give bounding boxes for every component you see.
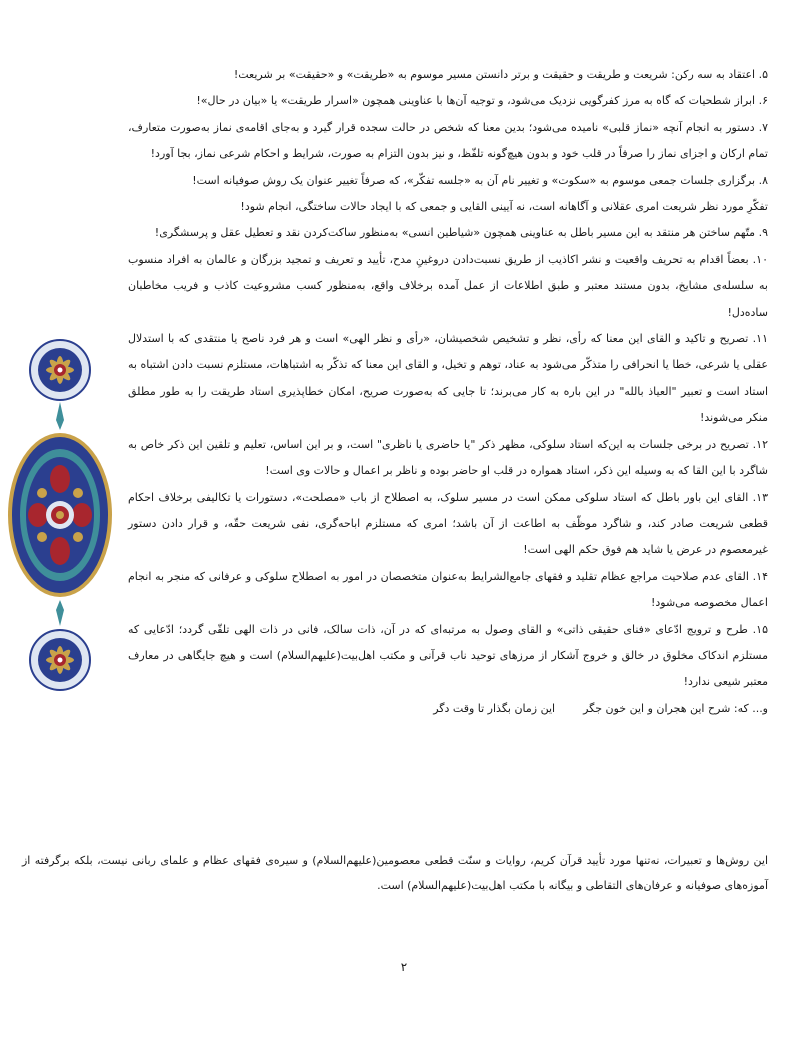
paragraph-item-9: ۹. متّهم ساختن هر منتقد به این مسیر باطل به عناوینی همچون «شیاطین انسی» به‌منظور ساکت‌کردن نقد و تعطیل عقل و پرسشگری! xyxy=(154,226,768,240)
paragraph-item-15: ۱۵. طرح و ترویج ادّعای «فنای حقیقی ذاتی» و القای وصول به مرتبه‌ای که در آن، ذات سالک، فانی در ذات الهی تلقّی گردد؛ ادّعایی که مستلزم اندکاک مخلوق در خالق و خروج آشکار از مرزهای توحید ناب قرآنی و مکتب اهل‌بیت(علیهم‌السلام) است و هیچ جایگاهی در معارف معتبر شیعی ندارد! xyxy=(128,622,768,689)
paragraph-item-11: ۱۱. تصریح و تاکید و القای این معنا که رأی، نظر و تشخیص شخصیشان، «رأی و نظر الهی» است و هر فرد ناصح یا منتقدی که با استدلال عقلی یا شرعی، خطا یا انحرافی را متذکّر می‌شود به عناد، توهم و تخیل، و القای این معنا که تذکّر به اشتباهات، مستلزم نسبت دادن اشتباه به استاد است و تعبیر "العیاذ بالله" در این باره به کار می‌برند؛ تا جایی که به‌صورت صریح، امکان خطاپذیری استاد طریقت را به طور مطلق منکر می‌شوند! xyxy=(128,332,768,425)
poem-couplet xyxy=(128,696,768,722)
closing-paragraph: این روش‌ها و تعبیرات، نه‌تنها مورد تأیید قرآن کریم، روایات و سنّت قطعی معصومین(علیهم‌السلام) و سیره‌ی فقهای عظام و علمای ربانی نیست، بلکه برگرفته از آموزه‌های صوفیانه و عرفان‌های التقاطی و بیگانه با مکتب اهل‌بیت(علیهم‌السلام) است. xyxy=(22,854,768,892)
main-text xyxy=(128,62,768,722)
paragraph-item-12: ۱۲. تصریح در برخی جلسات به این‌که استاد سلوکی، مظهر ذکر "یا حاضری یا ناظری" است، و بر این اساس، تعلیم و تلقین این ذکر خاص به شاگرد با این القا که به وسیله این ذکر، استاد همواره در قلب او حاضر بوده و ناظر بر اعمال و حالات وی است! xyxy=(128,437,768,478)
paragraph-item-8: ۸. برگزاری جلسات جمعی موسوم به «سکوت» و تغییر نام آن به «جلسه تفکّر»، که صرفاً تغییر عنوان یک روش صوفیانه است! xyxy=(192,173,768,187)
poem-first-hemistich: و... که: شرح این هجران و این خون جگر xyxy=(583,701,768,715)
paragraph-item-5: ۵. اعتقاد به سه رکن: شریعت و طریقت و حقیقت و برتر دانستن مسیر موسوم به «طریقت» و «حقیقت» بر شریعت! xyxy=(233,68,768,81)
floral-ornament-icon xyxy=(4,330,116,700)
paragraph-item-10: ۱۰. بعضاً اقدام به تحریف واقعیت و نشر اکاذیب از طریق نسبت‌دادن دروغینِ مدح، تأیید و تعریف و تمجید بزرگان و عالمان به افراد منسوب به سلسله‌ی مشایخ، بدون مستند معتبر و طبق اطلاعات از عمل آمده برخلاف واقع، به‌منظور کسب مشروعیت کاذب و فریب مخاطبان ساده‌دل! xyxy=(128,252,768,319)
paragraph-item-7: ۷. دستور به انجام آنچه «نماز قلبی» نامیده می‌شود؛ بدین معنا که شخص در حالت سجده قرار گیرد و به‌جای اقامه‌ی نماز به‌صورت متعارف، تمام ارکان و اجزای نماز را صرفاً در قلب خود و بدون هیچ‌گونه تلفّظ، و نیز بدون التزام به صورت، شرایط و احکام شرعی نماز، بجا آورد! xyxy=(128,120,768,161)
paragraph-item-13: ۱۳. القای این باور باطل که استاد سلوکی ممکن است در مسیر سلوک، به اصطلاح از باب «مصلحت»، دستورات یا تکالیفی برخلاف احکام قطعی شریعت صادر کند، و شاگرد موظّف به اطاعت از آن باشد؛ امری که مستلزم اباحه‌گری، نفی شریعت حقّه، و قرار دادن دستور غیرمعصوم در عرض یا شاید هم فوق حکم الهی است! xyxy=(128,490,768,557)
page-number: ۲ xyxy=(400,960,408,974)
paragraph-item-14: ۱۴. القای عدم صلاحیت مراجع عظام تقلید و فقهای جامع‌الشرایط به‌عنوان متخصصان در امور به اصطلاح سلوکی و عرفانی که منجر به انجام اعمال مخصوصه می‌شود! xyxy=(128,569,768,610)
paragraph-item-6: ۶. ابراز شطحیات که گاه به مرز کفرگویی نزدیک می‌شود، و توجیه آن‌ها با عناوینی همچون «اسرار طریقت» یا «بیان در حال»! xyxy=(196,94,768,108)
paragraph-tafakkor-note: تفکّرِ مورد نظر شریعت امری عقلانی و آگاهانه است، نه آیینی القایی و جمعی که با ایجاد حالات ساختگی، انجام شود! xyxy=(240,200,768,214)
poem-second-hemistich: این زمان بگذار تا وقت دگر xyxy=(433,701,556,715)
